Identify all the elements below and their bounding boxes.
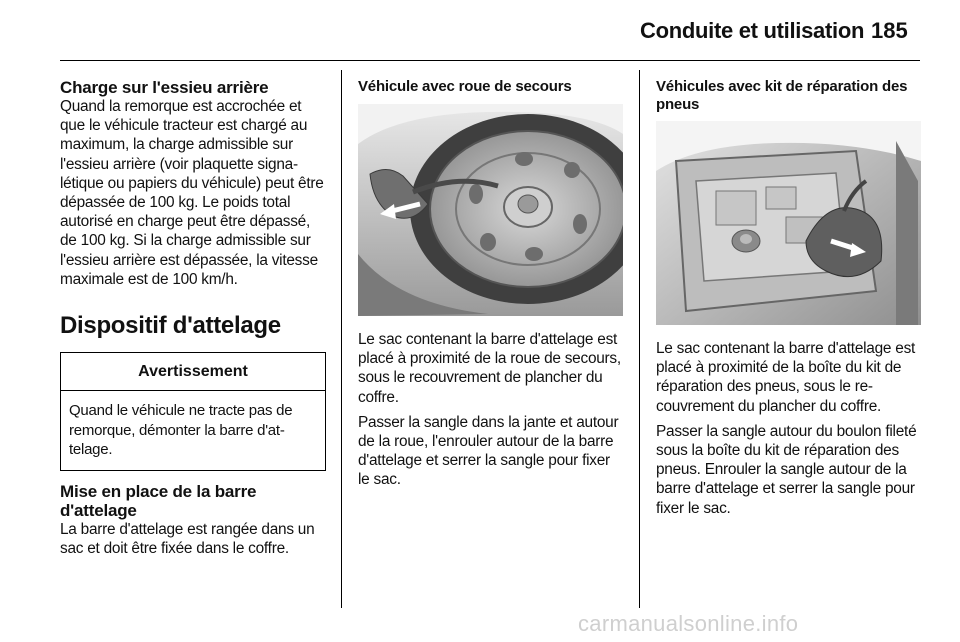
spare-wheel-heading: Véhicule avec roue de secours	[358, 78, 572, 95]
repair-kit-heading: Véhicules avec kit de réparation des pneus	[656, 78, 908, 113]
header-divider	[60, 60, 920, 61]
column-3	[656, 78, 922, 114]
warning-text: Quand le véhicule ne tracte pas de remorque, démonter la barre d'attelage.	[69, 402, 293, 459]
warning-box	[60, 352, 326, 471]
column-2	[358, 78, 624, 96]
axle-load-paragraph: Quand la remorque est accrochée et que le véhicule tracteur est chargé au maximum, la charge admissible sur l'essieu arrière (voir plaquette signalétique ou papiers du véhicule) peut être dépassée de 100 kg. Le poids total autorisé en charge peut être dépassé, de 100 kg. Si la charge admissible sur l'essieu arrière est dépassée, la vitesse maximale est de 100 km/h.	[60, 98, 324, 288]
axle-load-heading: Charge sur l'essieu arrière	[60, 78, 269, 97]
towbar-install-heading: Mise en place de la barre d'attelage	[60, 481, 257, 520]
towbar-section-title: Dispositif d'attelage	[60, 312, 281, 340]
spare-wheel-photo	[358, 104, 623, 316]
watermark: carmanualsonline.info	[578, 611, 799, 636]
column-divider-1	[341, 70, 342, 608]
spare-wheel-paragraph-1: Le sac contenant la barre d'attelage est placé à proximité de la roue de secours, sous le recouvrement de plancher du coffre.	[358, 331, 621, 406]
column-divider-2	[639, 70, 640, 608]
page-number: 185	[871, 18, 908, 43]
spare-wheel-paragraph-2: Passer la sangle dans la jante et autour de la roue, l'enrouler autour de la barre d'attelage et serrer la sangle pour fixer le sac.	[358, 413, 619, 489]
column-3-text	[656, 339, 922, 524]
towbar-install-paragraph: La barre d'attelage est rangée dans un sac et doit être fixée dans le coffre.	[60, 520, 315, 557]
repair-kit-photo	[656, 121, 921, 325]
page-header-title: Conduite et utilisation	[640, 18, 865, 43]
column-1	[60, 78, 326, 558]
column-2-text	[358, 330, 624, 496]
repair-kit-paragraph-2: Passer la sangle autour du boulon fileté sous la boîte du kit de réparation des pneus. Enrouler la sangle autour de la barre d'attelage et serrer la sangle pour fixer le sac.	[656, 422, 917, 517]
warning-title: Avertissement	[61, 353, 325, 391]
repair-kit-paragraph-1: Le sac contenant la barre d'attelage est placé à proximité de la boîte du kit de réparation des pneus, sous le recouvrement du plancher du coffre.	[656, 340, 916, 415]
